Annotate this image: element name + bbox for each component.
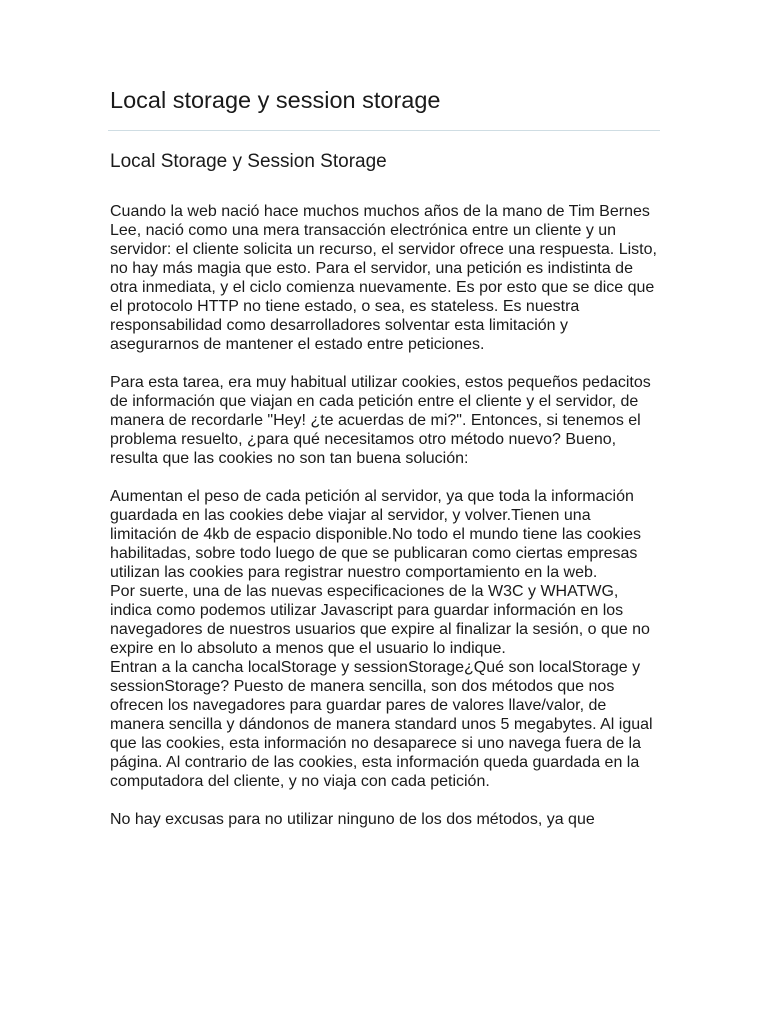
document-body [110,202,658,848]
paragraph: Por suerte, una de las nuevas especificaciones de la W3C y WHATWG, indica como podemos utilizar Javascript para guardar información en los navegadores de nuestros usuarios que expire al finalizar la sesión, o que no expire en lo absoluto a menos que el usuario lo indique. [110,583,650,657]
section-title: Local Storage y Session Storage [110,151,387,172]
paragraph: No hay excusas para no utilizar ninguno de los dos métodos, ya que [110,811,595,828]
paragraph: Para esta tarea, era muy habitual utilizar cookies, estos pequeños pedacitos de información que viajan en cada petición entre el cliente y el servidor, de manera de recordarle "Hey! ¿te acuerdas de mi?". Entonces, si tenemos el problema resuelto, ¿para qué necesitamos otro método nuevo? Bueno, resulta que las cookies no son tan buena solución: [110,374,651,467]
paragraph: Cuando la web nació hace muchos muchos años de la mano de Tim Bernes Lee, nació como una mera transacción electrónica entre un cliente y un servidor: el cliente solicita un recurso, el servidor ofrece una respuesta. Listo, no hay más magia que esto. Para el servidor, una petición es indistinta de otra inmediata, y el ciclo comienza nuevamente. Es por esto que se dice que el protocolo HTTP no tiene estado, o sea, es stateless. Es nuestra responsabilidad como desarrolladores solventar esta limitación y asegurarnos de mantener el estado entre peticiones. [110,203,657,353]
document-title: Local storage y session storage [110,87,441,113]
title-divider [108,130,660,131]
paragraph: Aumentan el peso de cada petición al servidor, ya que toda la información guardada en las cookies debe viajar al servidor, y volver.Tienen una limitación de 4kb de espacio disponible.No todo el mundo tiene las cookies habilitadas, sobre todo luego de que se publicaran como ciertas empresas utilizan las cookies para registrar nuestro comportamiento en la web. [110,488,641,581]
paragraph: Entran a la cancha localStorage y sessionStorage¿Qué son localStorage y sessionStorage? Puesto de manera sencilla, son dos métodos que nos ofrecen los navegadores para guardar pares de valores llave/valor, de manera sencilla y dándonos de manera standard unos 5 megabytes. Al igual que las cookies, esta información no desaparece si uno navega fuera de la página. Al contrario de las cookies, esta información queda guardada en la computadora del cliente, y no viaja con cada petición. [110,659,653,790]
